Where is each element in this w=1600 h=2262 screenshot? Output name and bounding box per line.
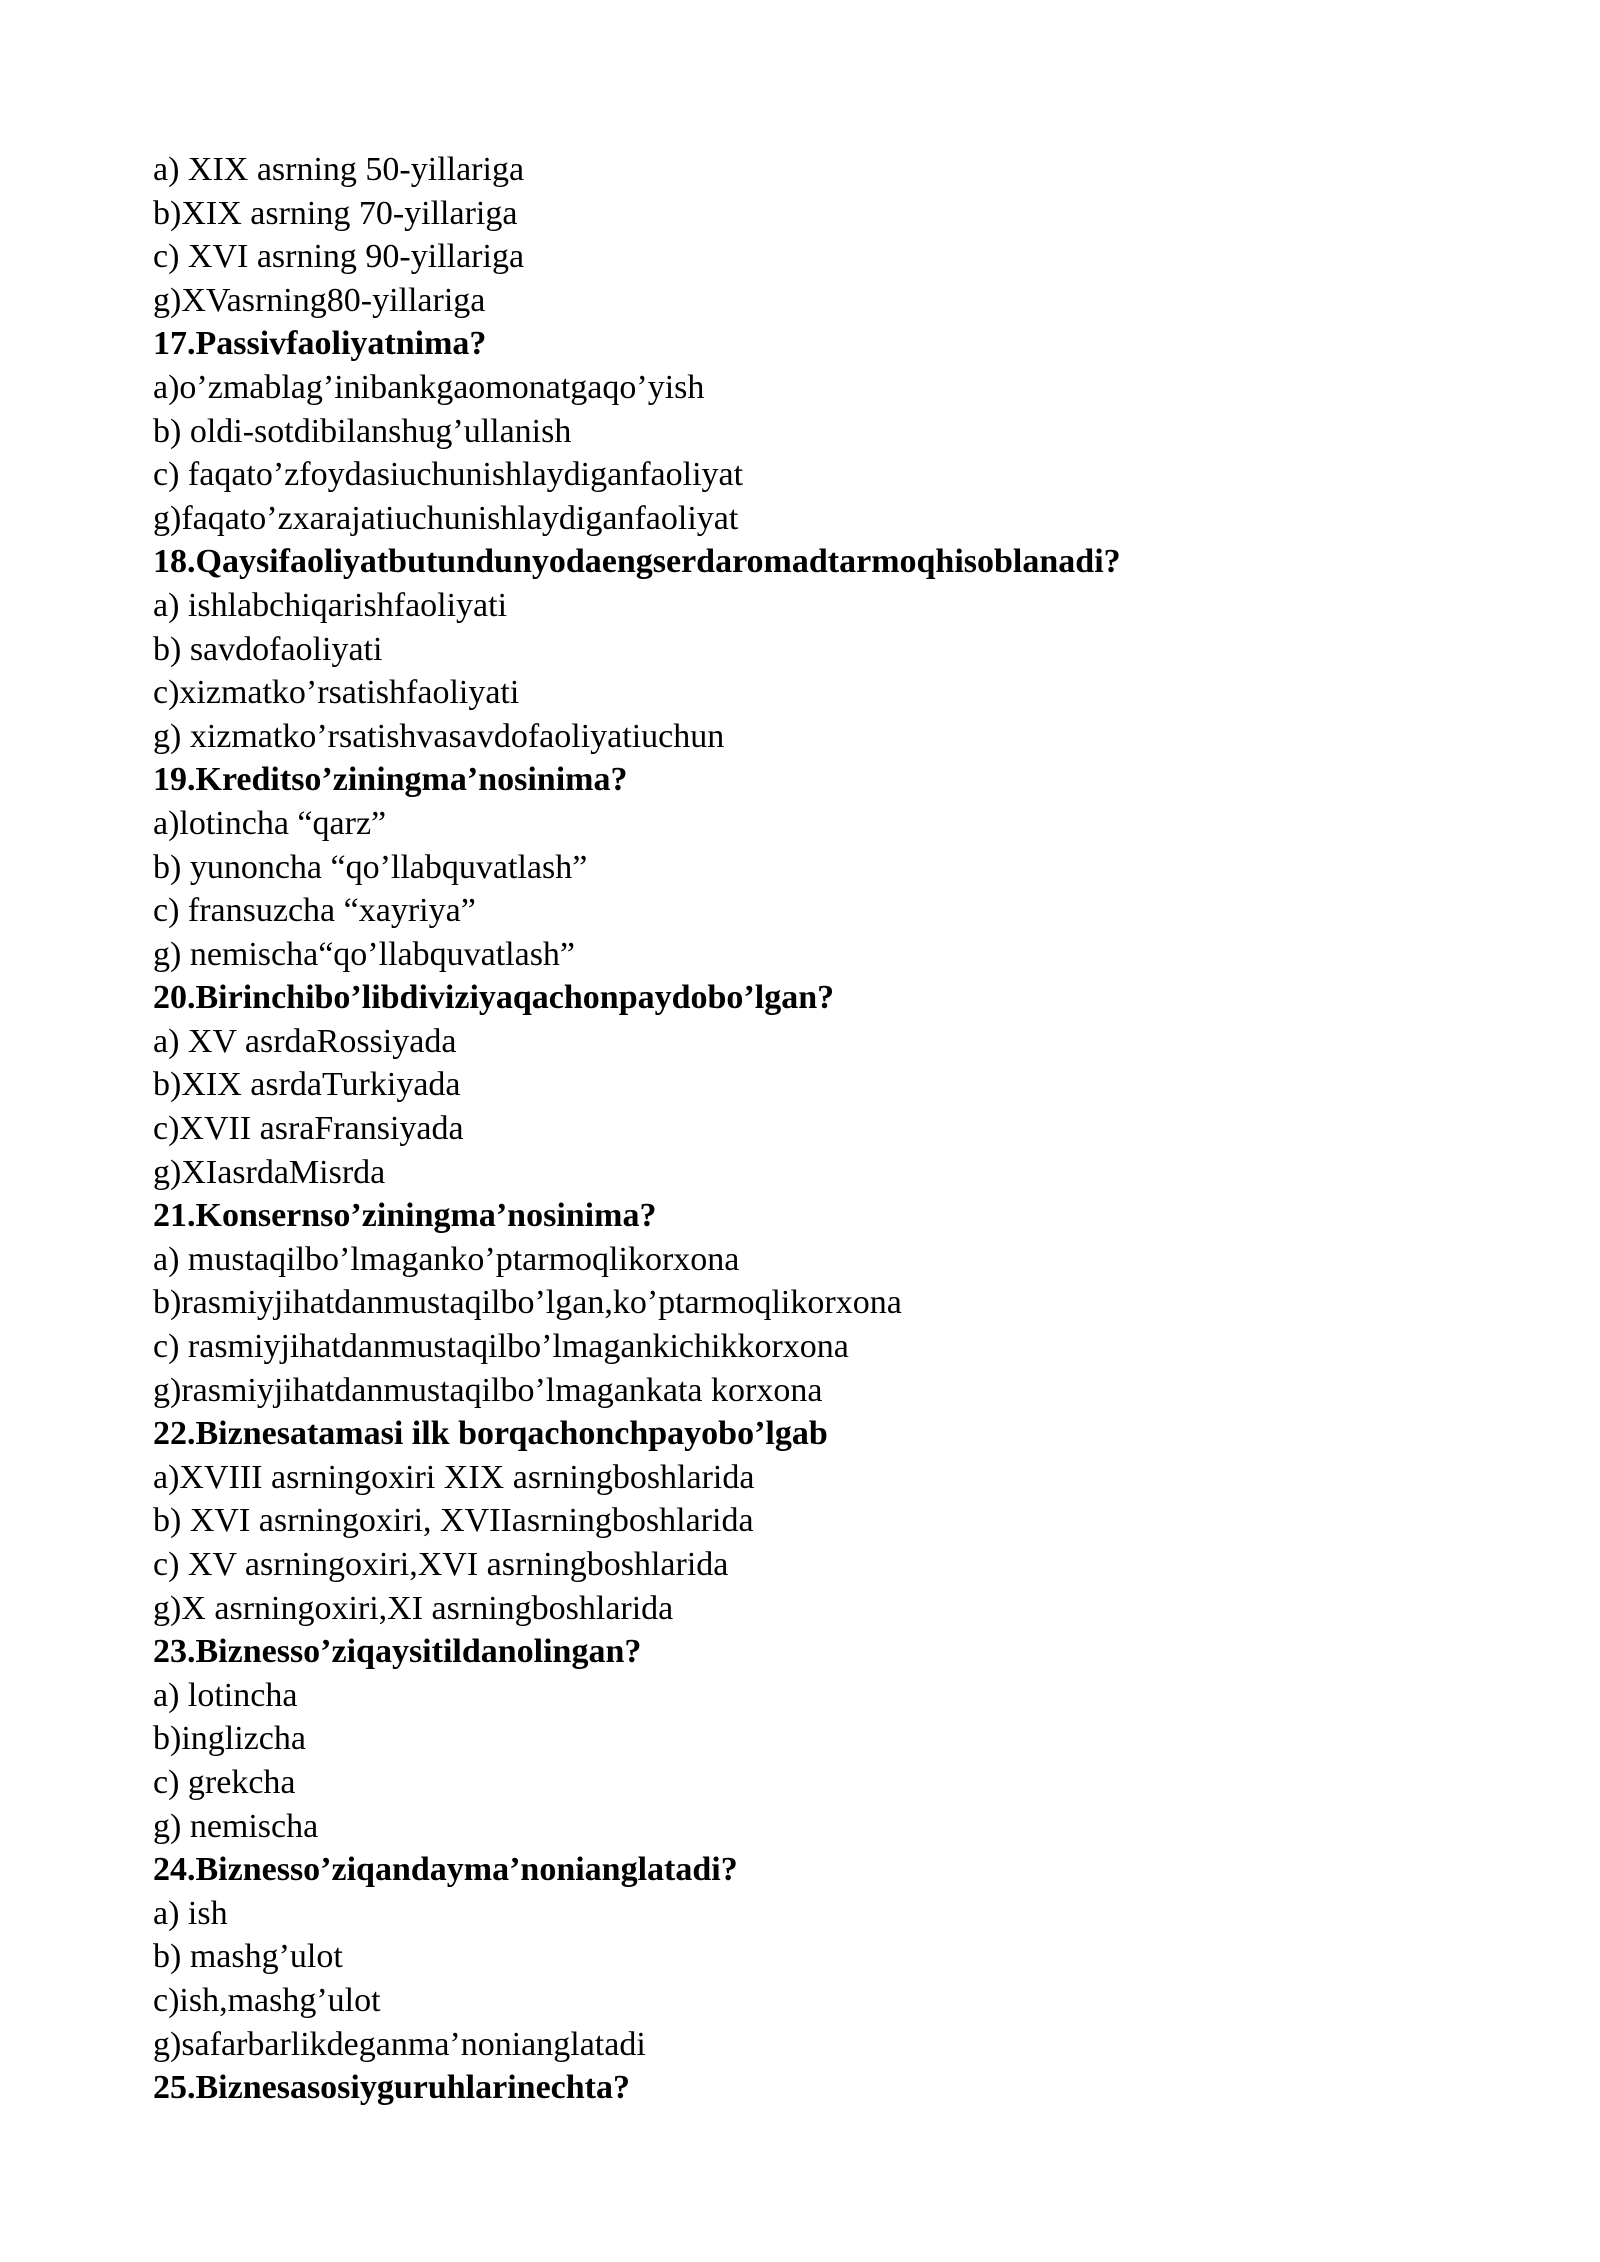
answer-option-line: b) XVI asrningoxiri, XVIIasrningboshlarida xyxy=(153,1502,754,1540)
answer-option-line: b) savdofaoliyati xyxy=(153,630,383,668)
answer-option-line: b) mashg’ulot xyxy=(153,1938,343,1976)
answer-option-line: c) XVI asrning 90-yillariga xyxy=(153,238,525,276)
question-line: 19.Kreditso’ziningma’nosinima? xyxy=(153,761,628,799)
answer-option-line: c) grekcha xyxy=(153,1763,296,1801)
answer-option-line: c)ish,mashg’ulot xyxy=(153,1981,381,2019)
answer-option-line: c) XV asrningoxiri,XVI asrningboshlarida xyxy=(153,1546,729,1583)
answer-option-line: c) fransuzcha “xayriya” xyxy=(153,892,476,930)
answer-option-line: a) lotincha xyxy=(153,1676,298,1714)
question-line: 25.Biznesasosiyguruhlarinechta? xyxy=(153,2069,630,2107)
answer-option-line: g)X asrningoxiri,XI asrningboshlarida xyxy=(153,1589,674,1627)
question-line: 23.Biznesso’ziqaysitildanolingan? xyxy=(153,1633,642,1671)
answer-option-line: a)lotincha “qarz” xyxy=(153,804,387,842)
answer-option-line: b)XIX asrdaTurkiyada xyxy=(153,1066,461,1104)
answer-option-line: b)XIX asrning 70-yillariga xyxy=(153,194,518,232)
answer-option-line: a) XV asrdaRossiyada xyxy=(153,1022,457,1060)
question-line: 22.Biznesatamasi ilk borqachonchpayobo’lgab xyxy=(153,1415,828,1453)
question-line: 17.Passivfaoliyatnima? xyxy=(153,325,487,363)
answer-option-line: a)XVIII asrningoxiri XIX asrningboshlarida xyxy=(153,1458,755,1496)
answer-option-line: b)rasmiyjihatdanmustaqilbo’lgan,ko’ptarmoqlikorxona xyxy=(153,1284,902,1322)
answer-option-line: b)inglizcha xyxy=(153,1720,306,1758)
answer-option-line: g) nemischa xyxy=(153,1807,319,1845)
answer-option-line: a) mustaqilbo’lmaganko’ptarmoqlikorxona xyxy=(153,1240,740,1278)
question-line: 21.Konsernso’ziningma’nosinima? xyxy=(153,1197,657,1235)
answer-option-line: c) rasmiyjihatdanmustaqilbo’lmagankichikkorxona xyxy=(153,1328,849,1366)
answer-option-line: b) oldi-sotdibilanshug’ullanish xyxy=(153,412,572,450)
answer-option-line: a)o’zmablag’inibankgaomonatgaqo’yish xyxy=(153,368,705,406)
answer-option-line: a) XIX asrning 50-yillariga xyxy=(153,151,525,188)
answer-option-line: g)faqato’zxarajatiuchunishlaydiganfaoliyat xyxy=(153,499,739,537)
answer-option-line: a) ish xyxy=(153,1894,228,1932)
answer-option-line: g) nemischa“qo’llabquvatlash” xyxy=(153,935,576,973)
question-line: 20.Birinchibo’libdiviziyaqachonpaydobo’lgan? xyxy=(153,979,835,1017)
answer-option-line: c)xizmatko’rsatishfaoliyati xyxy=(153,674,520,712)
document-page xyxy=(153,148,1493,2110)
answer-option-line: g)XVasrning80-yillariga xyxy=(153,281,486,319)
answer-option-line: a) ishlabchiqarishfaoliyati xyxy=(153,586,508,624)
answer-option-line: c)XVII asraFransiyada xyxy=(153,1110,464,1148)
answer-option-line: b) yunoncha “qo’llabquvatlash” xyxy=(153,848,588,886)
answer-option-line: g)XIasrdaMisrda xyxy=(153,1153,386,1191)
answer-option-line: g) xizmatko’rsatishvasavdofaoliyatiuchun xyxy=(153,717,725,755)
answer-option-line: g)safarbarlikdeganma’nonianglatadi xyxy=(153,2025,646,2063)
answer-option-line: g)rasmiyjihatdanmustaqilbo’lmagankata korxona xyxy=(153,1371,823,1409)
question-line: 24.Biznesso’ziqandayma’nonianglatadi? xyxy=(153,1851,738,1889)
question-line: 18.Qaysifaoliyatbutundunyodaengserdaromadtarmoqhisoblanadi? xyxy=(153,543,1121,581)
answer-option-line: c) faqato’zfoydasiuchunishlaydiganfaoliyat xyxy=(153,456,744,494)
